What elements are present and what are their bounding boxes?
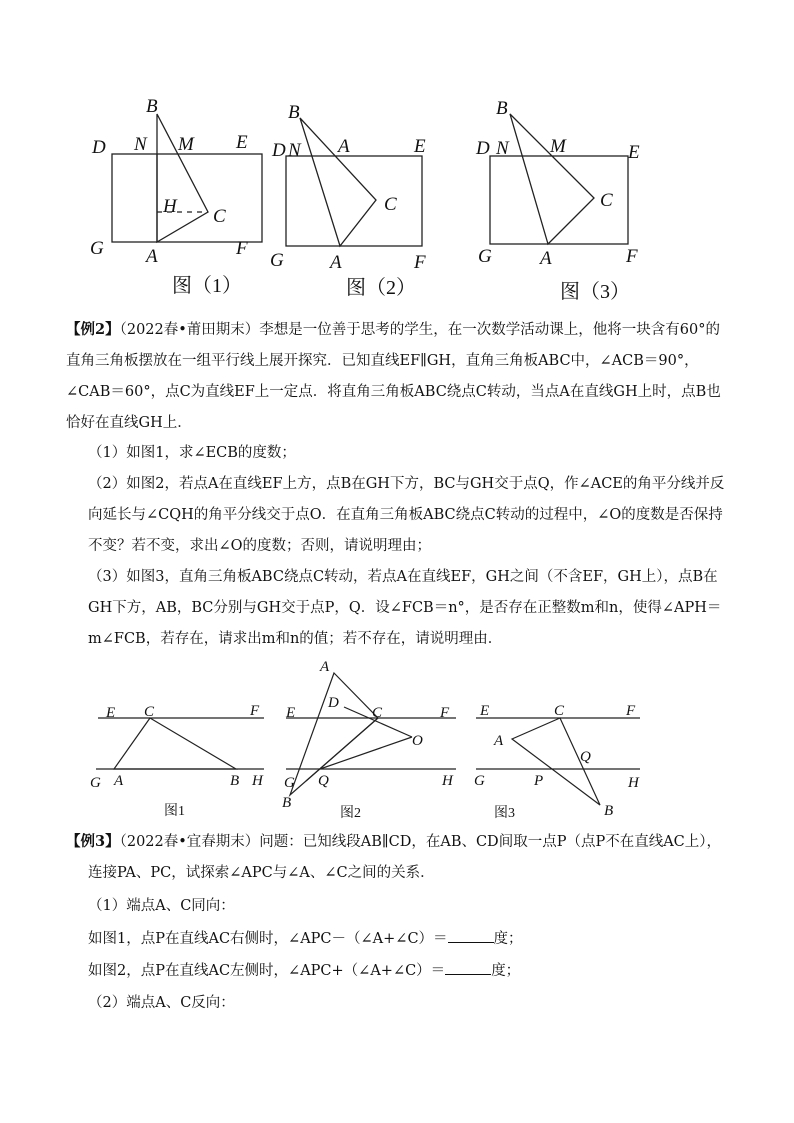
label-M: M (550, 136, 566, 157)
example-3-intro-line-2: 连接PA、PC，试探索∠APC与∠A、∠C之间的关系． (88, 865, 435, 881)
figure-2-statement: 如图2，点P在直线AC左侧时，∠APC+（∠A+∠C）＝ (88, 963, 446, 979)
top-figures (0, 90, 794, 310)
example-2-question-2: （2）如图2，若点A在直线EF上方，点B在GH下方，BC与GH交于点Q，作∠ACE的角平分线并反向延长与∠CQH的角平分线交于点O．在直角三角板ABC绕点C转动的过程中，∠O的度数是否保持不变？若不变，求出∠O的度数；否则，请说明理由； (88, 476, 725, 554)
label-B: B (604, 803, 614, 819)
label-D: D (272, 140, 286, 161)
label-C: C (144, 704, 155, 720)
example-3-tag: 【例3】 (66, 833, 120, 850)
caption-figure-2: 图2 (340, 806, 361, 821)
label-N: N (288, 140, 301, 161)
example-3-subtitle-2: （2）端点A、C反向： (88, 995, 235, 1011)
label-H: H (163, 196, 177, 217)
figure-1-statement: 如图1，点P在直线AC右侧时，∠APC－（∠A+∠C）＝ (88, 931, 448, 947)
label-E: E (236, 132, 248, 153)
middle-figures (0, 655, 794, 825)
example-2-tag: 【例2】 (66, 321, 120, 338)
label-Q: Q (580, 749, 591, 765)
example-2-question-1: （1）如图1，求∠ECB的度数； (88, 445, 296, 461)
label-E: E (628, 142, 640, 163)
unit-degree-2: 度； (491, 963, 521, 979)
bisector-q (320, 737, 412, 769)
label-F: F (626, 246, 638, 267)
rectangle-defg (286, 156, 422, 246)
example-3-intro-line-1 (66, 832, 721, 852)
label-Q: Q (318, 773, 329, 789)
line-cq (306, 718, 378, 781)
figure-2 (286, 673, 456, 795)
figure-1 (96, 718, 264, 769)
example-3-subtitle-1: （1）端点A、C同向： (88, 898, 235, 914)
label-G: G (284, 775, 295, 791)
label-C: C (554, 703, 565, 719)
label-A: A (146, 246, 158, 267)
label-N: N (134, 134, 147, 155)
label-B: B (146, 96, 158, 117)
figure-2 (286, 118, 422, 246)
caption-figure-1: 图1 (164, 804, 185, 819)
label-A: A (540, 248, 552, 269)
example-3-figure-2-text (88, 960, 520, 981)
caption-figure-3: 图（3） (560, 281, 630, 303)
label-E: E (106, 705, 116, 721)
label-A-top: A (338, 136, 350, 157)
label-P: P (534, 773, 544, 789)
label-D: D (476, 138, 490, 159)
label-G: G (270, 250, 284, 271)
example-2-intro-text: （2022春•莆田期末）李想是一位善于思考的学生，在一次数学活动课上，他将一块含有60°的直角三角板摆放在一组平行线上展开探究．已知直线EF∥GH，直角三角板ABC中，∠ACB＝90°，∠CAB＝60°，点C为直线EF上一定点．将直角三角板ABC绕点C转动，当点A在直线GH上时，点B也恰好在直线GH上． (66, 322, 721, 431)
triangle-abc (510, 114, 594, 244)
label-F: F (440, 705, 450, 721)
caption-figure-3: 图3 (494, 806, 515, 821)
figure-3 (476, 718, 640, 805)
label-H: H (628, 775, 639, 791)
example-3-figure-1-text (88, 928, 523, 949)
rectangle-defg (112, 154, 262, 242)
label-D: D (92, 137, 106, 158)
caption-figure-2: 图（2） (346, 277, 416, 299)
label-C: C (600, 190, 613, 211)
label-G: G (90, 775, 101, 791)
label-H: H (252, 773, 263, 789)
label-C: C (372, 705, 383, 721)
label-B: B (496, 98, 508, 119)
label-M: M (178, 134, 194, 155)
unit-degree-1: 度； (493, 931, 523, 947)
triangle-abc (290, 673, 378, 795)
figure-3 (490, 114, 628, 244)
label-F: F (236, 238, 248, 259)
label-C: C (384, 194, 397, 215)
label-G: G (474, 773, 485, 789)
triangle-abc (114, 718, 236, 769)
label-D: D (328, 695, 339, 711)
label-E: E (286, 705, 296, 721)
label-O: O (412, 733, 423, 749)
caption-figure-1: 图（1） (172, 275, 242, 297)
label-H: H (442, 773, 453, 789)
label-B: B (230, 773, 240, 789)
label-E: E (414, 136, 426, 157)
label-A: A (494, 733, 504, 749)
label-C: C (213, 206, 226, 227)
label-A: A (114, 773, 124, 789)
label-A: A (320, 659, 330, 675)
label-B: B (282, 795, 292, 811)
label-G: G (478, 246, 492, 267)
label-F: F (414, 252, 426, 273)
answer-blank-1[interactable] (448, 928, 494, 943)
label-B: B (288, 102, 300, 123)
label-F: F (250, 703, 260, 719)
label-G: G (90, 238, 104, 259)
example-2-question-3: （3）如图3，直角三角板ABC绕点C转动，若点A在直线EF，GH之间（不含EF，GH上），点B在GH下方，AB，BC分别与GH交于点P，Q．设∠FCB＝n°，是否存在正整数m和n，使得∠APH＝m∠FCB，若存在，请求出m和n的值；若不存在，请说明理由． (88, 569, 722, 647)
label-N: N (496, 138, 509, 159)
label-E: E (480, 703, 490, 719)
label-F: F (626, 703, 636, 719)
example-2-intro (66, 314, 728, 439)
label-A: A (330, 252, 342, 273)
example-3-intro-text: （2022春•宜春期末）问题：已知线段AB∥CD，在AB、CD间取一点P（点P不在直线AC上）， (119, 834, 722, 850)
answer-blank-2[interactable] (445, 960, 491, 975)
